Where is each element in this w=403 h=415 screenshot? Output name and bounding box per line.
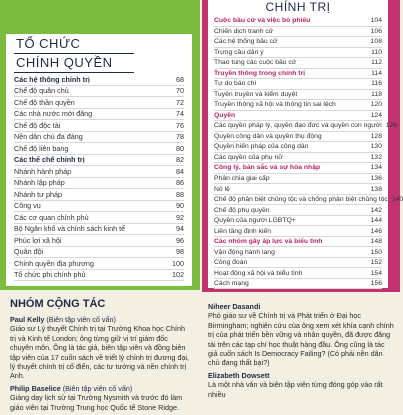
toc-entry-label: Cuộc bầu cử và việc bỏ phiếu (214, 17, 311, 25)
toc-entry-page: 104 (370, 17, 382, 25)
toc-entry (214, 16, 382, 27)
toc-entry-page: 100 (172, 258, 184, 268)
contributor-bio: Là một nhà văn và biên tập viên từng đóng góp vào rất nhiều (208, 380, 383, 399)
toc-entry-label: Quyền của người LGBTQ+ (214, 217, 296, 225)
toc-entry-label: Tuyên truyền và kiểm duyệt (214, 90, 298, 98)
toc-entry-label: Chế độ thần quyền (14, 97, 75, 107)
contributors-right-column (208, 302, 394, 402)
toc-entry-label: Nền dân chủ đa đảng (14, 132, 83, 142)
toc-entry-label: Các cơ quan chính phủ (14, 212, 89, 222)
toc-entry-label: Chế độ phụ quyền (214, 206, 270, 214)
toc-entry-page: 88 (176, 189, 184, 199)
toc-entry-label: Quyền hiến pháp của công dân (214, 143, 309, 151)
toc-entry-page: 114 (371, 69, 382, 77)
toc-entry-page: 82 (176, 155, 184, 165)
contributor-name: Paul Kelly (10, 315, 45, 324)
toc-entry-page: 94 (176, 224, 184, 234)
toc-entry-page: 112 (371, 59, 382, 67)
toc-entry (214, 184, 382, 195)
toc-entry-page: 128 (370, 132, 382, 140)
right-section-tab (208, 0, 388, 14)
toc-entry-page: 146 (370, 227, 382, 235)
toc-entry-label: Tổ chức phi chính phủ (14, 270, 86, 280)
toc-entry (214, 100, 382, 111)
toc-entry-label: Liên tầng định kiến (214, 227, 272, 235)
toc-entry (214, 216, 382, 227)
toc-entry (214, 132, 382, 143)
toc-entry (214, 268, 382, 279)
toc-entry-label: Thao túng các cuộc bầu cử (214, 59, 297, 67)
toc-entry (14, 235, 184, 247)
toc-entry (14, 247, 184, 259)
toc-entry (14, 120, 184, 132)
toc-entry-label: Công lý, bản sắc và sự hòa nhập (214, 164, 321, 172)
toc-entry-label: Nhánh tư pháp (14, 189, 62, 199)
left-toc-list (14, 74, 184, 281)
contributor-name: Philip Baselice (10, 383, 61, 393)
toc-entry-label: Cách mạng (214, 280, 249, 288)
toc-entry (14, 132, 184, 144)
toc-entry (214, 37, 382, 48)
toc-entry-page: 74 (176, 109, 184, 119)
right-toc-list (214, 16, 403, 289)
toc-entry-page: 78 (176, 132, 184, 142)
toc-entry-page: 118 (371, 90, 382, 98)
toc-entry-page: 140 (391, 196, 403, 204)
right-section-panel (202, 0, 403, 292)
toc-entry (214, 69, 382, 80)
toc-entry-page: 80 (176, 143, 184, 153)
toc-entry-page: 152 (370, 259, 382, 267)
toc-entry-label: Các quyền pháp lý, quyền đạo đức và quyền con người (214, 122, 382, 130)
toc-entry-page: 106 (370, 27, 382, 35)
toc-entry (214, 153, 382, 164)
toc-entry-label: Các nhà nước mới đăng (14, 109, 93, 119)
toc-entry-label: Vận động hành lang (214, 248, 275, 256)
toc-entry-label: Quyền (214, 111, 236, 119)
toc-entry (214, 121, 398, 132)
toc-entry-page: 90 (176, 201, 184, 211)
contributor-name: Niheer Dasandi (208, 302, 261, 311)
toc-entry (214, 79, 382, 90)
toc-entry (14, 201, 184, 213)
toc-entry-page: 76 (176, 120, 184, 130)
contributor-bio: Giáo sư Lý thuyết Chính trị tại Trường Khoa học Chính trị và Kinh tế London; ông từng giữ vị trí giám đốc chuyên môn. Ông là tác giả, biên tập viên và đồng biên tập viên của 17 cuốn sách về triết lý chính trị đương đại, lý thuyết chính trị cổ điển, các tư tưởng và nền chính trị Anh. (10, 324, 189, 381)
toc-entry-page: 96 (176, 235, 184, 245)
toc-entry-label: Nhánh lập pháp (14, 178, 65, 188)
contributor-role: (Biên tập viên cố vấn) (62, 383, 133, 393)
toc-entry-label: Phân chia giai cấp (214, 174, 270, 182)
toc-entry (14, 86, 184, 98)
toc-entry-page: 134 (370, 164, 382, 172)
toc-entry (214, 27, 382, 38)
toc-entry-label: Nô lệ (214, 185, 230, 193)
toc-entry (214, 205, 382, 216)
toc-entry (214, 237, 382, 248)
toc-entry-page: 144 (370, 217, 382, 225)
left-section-card (6, 34, 192, 286)
toc-entry-page: 154 (370, 269, 382, 277)
toc-entry-label: Chế độ phân biệt chủng tộc và chống phân biệt chủng tộc (214, 196, 388, 204)
title-underline (14, 53, 134, 54)
toc-entry-label: Nhánh hành pháp (14, 166, 72, 176)
section-title-line1: TỔ CHỨC (16, 36, 81, 51)
toc-entry-page: 84 (176, 166, 184, 176)
toc-entry-page: 108 (370, 38, 382, 46)
toc-entry-label: Các thể chế chính trị (14, 155, 85, 165)
toc-entry (14, 143, 184, 155)
toc-entry (14, 270, 184, 282)
toc-entry (14, 258, 184, 270)
toc-entry-label: Các quyền của phụ nữ (214, 153, 283, 161)
left-section-panel (0, 0, 200, 290)
toc-entry-page: 116 (371, 80, 382, 88)
toc-entry-label: Chiến dịch tranh cử (214, 27, 274, 35)
toc-entry-label: Chế độ quân chủ (14, 86, 69, 96)
toc-entry (214, 195, 403, 206)
toc-entry-page: 126 (385, 122, 398, 130)
toc-entry-page: 136 (370, 174, 382, 182)
toc-entry-label: Các hệ thống bầu cử (214, 38, 278, 46)
toc-entry-page: 132 (370, 153, 382, 161)
toc-entry (14, 178, 184, 190)
title-underline (14, 72, 134, 73)
toc-entry-label: Bộ Ngân khố và chính sách kinh tế (14, 224, 126, 234)
toc-entry (14, 155, 184, 167)
toc-entry (214, 226, 382, 237)
toc-entry-page: 120 (370, 101, 382, 109)
toc-entry (214, 58, 382, 69)
toc-entry (214, 163, 382, 174)
toc-entry-page: 138 (370, 185, 382, 193)
toc-entry (214, 174, 382, 185)
toc-entry-label: Truyền thông xã hội và thông tin sai lệch (214, 101, 336, 109)
toc-entry-label: Hoạt động xã hội và biểu tình (214, 269, 303, 277)
toc-entry-page: 92 (176, 212, 184, 222)
toc-entry-label: Công đoàn (214, 259, 248, 267)
toc-entry-label: Quân đội (14, 247, 44, 257)
toc-entry-label: Quyền công dân và quyền thụ động (214, 132, 322, 140)
toc-entry (214, 48, 382, 59)
toc-entry (14, 97, 184, 109)
toc-entry-page: 72 (176, 97, 184, 107)
toc-entry-label: Công vụ (14, 201, 41, 211)
contributor-entry (208, 302, 394, 368)
contributor-bio: Phó giáo sư về Chính trị và Phát triển ở Đại học Birmingham; nghiên cứu của ông xem xét khía cạnh chính trị của phát triển bền vững và nhân quyền, đã được đăng tải trên các tạp chí học thuật hàng đầu. Ông cũng là tác giả cuốn sách Is Democracy Failing? (Có phải nền dân chủ đang thất bại?) (208, 311, 394, 368)
toc-entry-label: Chế độ liên bang (14, 143, 69, 153)
toc-entry (14, 189, 184, 201)
toc-entry-label: Truyền thông trong chính trị (214, 69, 305, 77)
toc-entry-page: 102 (172, 270, 184, 280)
contributor-name: Elizabeth Dowsett (208, 370, 270, 380)
toc-entry (214, 90, 382, 101)
contributor-entry (10, 315, 190, 381)
toc-entry (214, 258, 382, 269)
contributor-bio: Giảng dạy lịch sử tại Trường Nysmith và trước đó làm giáo viên tại Trường Trung học Quốc tế Stone Ridge. (10, 393, 183, 412)
toc-entry-page: 124 (370, 111, 382, 119)
toc-entry-page: 68 (176, 74, 184, 84)
toc-entry-label: Các nhóm gây áp lực và biểu tình (214, 238, 323, 246)
toc-entry-label: Các hệ thống chính trị (14, 74, 90, 84)
toc-entry-page: 86 (176, 178, 184, 188)
toc-entry-page: 150 (370, 248, 382, 256)
toc-entry-label: Tự do báo chí (214, 80, 257, 88)
toc-entry (214, 279, 382, 290)
toc-entry (14, 224, 184, 236)
toc-entry-page: 156 (370, 280, 382, 288)
toc-entry-page: 130 (370, 143, 382, 151)
right-section-card (208, 14, 403, 288)
section-title-line2: CHÍNH QUYỀN (16, 55, 113, 70)
toc-entry (14, 109, 184, 121)
toc-entry-page: 148 (370, 238, 382, 246)
toc-entry-label: Trưng cầu dân ý (214, 48, 264, 56)
contributors-left-column (10, 315, 190, 415)
toc-entry-page: 142 (370, 206, 382, 214)
toc-entry (214, 142, 382, 153)
toc-entry-label: Chính quyền địa phương (14, 258, 94, 268)
toc-entry-page: 70 (176, 86, 184, 96)
contributor-role: (Biên tập viên cố vấn) (46, 315, 116, 324)
toc-entry (14, 166, 184, 178)
toc-entry-label: Phúc lợi xã hội (14, 235, 62, 245)
contributors-title: NHÓM CỘNG TÁC (10, 298, 106, 310)
section-title: CHÍNH TRỊ (265, 0, 331, 14)
toc-entry-page: 110 (371, 48, 382, 56)
toc-entry (14, 212, 184, 224)
toc-entry-label: Chế độ độc tài (14, 120, 61, 130)
toc-entry (214, 111, 382, 122)
toc-entry (214, 247, 382, 258)
toc-entry-page: 98 (176, 247, 184, 257)
contributor-entry (208, 371, 394, 399)
contributor-entry (10, 384, 190, 412)
toc-entry (14, 74, 184, 86)
